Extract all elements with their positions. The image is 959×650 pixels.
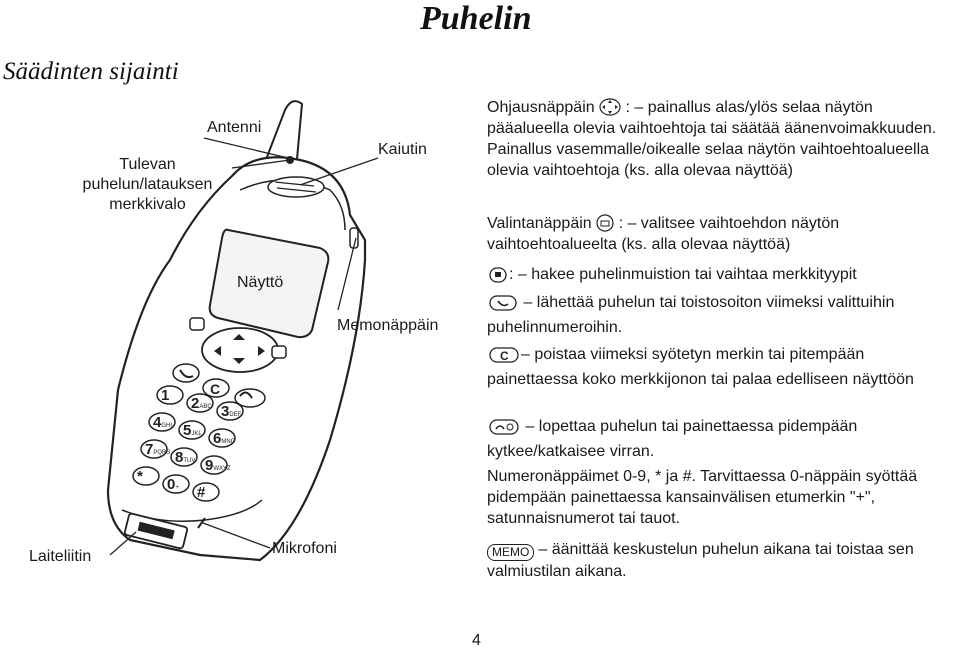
select-key-icon[interactable]	[272, 346, 286, 358]
keypad-key[interactable]	[157, 386, 183, 404]
keypad-key[interactable]	[171, 448, 197, 466]
svg-text:7PQRS: 7PQRS	[145, 441, 171, 458]
phonebook-key-icon[interactable]	[190, 318, 204, 330]
label-laiteliitin: Laiteliitin	[29, 548, 92, 565]
call-icon	[489, 295, 517, 317]
label-antenni: Antenni	[207, 119, 262, 136]
desc-valintanappain: Valintanäppäin : – valitsee vaihtoehdon näytön vaihtoehtoalueelta (ks. alla olevaa näyttöä)	[487, 215, 840, 253]
phonebook-icon	[489, 267, 507, 289]
desc-c-nappain: C – poistaa viimeksi syötetyn merkin tai pitempään painettaessa koko merkkijonon tai palaa edelliseen näyttöön	[487, 346, 914, 388]
label-kaiutin: Kaiutin	[378, 141, 427, 158]
desc-memo: MEMO – äänittää keskustelun puhelun aikana tai toistaa sen valmiustilan aikana.	[487, 541, 914, 580]
keypad-key[interactable]	[133, 467, 159, 485]
keypad-key[interactable]	[163, 475, 189, 493]
svg-text:8TUV: 8TUV	[175, 449, 196, 466]
section-title: Säädinten sijainti	[3, 58, 179, 85]
desc-soitto: – lähettää puhelun tai toistosoiton viimeksi valittuihin puhelinnumeroihin.	[487, 294, 895, 336]
label-tulevan: Tulevan puhelun/latauksen merkkivalo	[82, 156, 213, 213]
call-key-icon[interactable]	[173, 364, 199, 382]
svg-text:#: #	[197, 484, 206, 501]
desc-muisti: : – hakee puhelinmuistion tai vaihtaa merkkityypit	[487, 264, 957, 289]
navigation-key-icon[interactable]	[202, 328, 278, 372]
svg-text:0+: 0+	[167, 476, 179, 493]
page-title: Puhelin	[420, 0, 532, 37]
c-key[interactable]	[203, 379, 229, 397]
label-memonappain: Memonäppäin	[337, 317, 439, 334]
svg-text:9WXYZ: 9WXYZ	[205, 457, 231, 474]
svg-text:C: C	[210, 381, 221, 397]
end-call-icon	[489, 419, 519, 441]
select-inline-icon	[596, 215, 614, 232]
c-key-icon	[489, 347, 519, 369]
svg-text:3DEF: 3DEF	[221, 403, 242, 420]
label-naytto: Näyttö	[237, 274, 284, 291]
svg-text:1: 1	[161, 387, 170, 404]
svg-text:6MNO: 6MNO	[213, 430, 236, 447]
navigation-inline-icon	[599, 99, 621, 116]
keypad-key[interactable]	[187, 394, 213, 412]
memo-key-icon: MEMO	[487, 544, 534, 561]
svg-text:2ABC: 2ABC	[191, 395, 212, 412]
desc-ohjausnappain: Ohjausnäppäin : – painallus alas/ylös selaa näytön pääalueella olevia vaihtoehtoja tai säätää äänenvoimakkuuden. Painallus vasemmalle/oikealle selaa näytön vaihtoehtoalueella olevia vaihtoehtoja (ks. alla olevaa näyttöä)	[487, 99, 937, 179]
page-number: 4	[472, 632, 481, 649]
svg-text:4GHI: 4GHI	[153, 414, 173, 431]
svg-text:C: C	[500, 349, 509, 363]
svg-text:5JKL: 5JKL	[183, 422, 202, 439]
keypad-key[interactable]	[217, 402, 243, 420]
keypad-key[interactable]	[193, 483, 219, 501]
keypad-key[interactable]	[179, 421, 205, 439]
keypad-key[interactable]	[149, 413, 175, 431]
desc-lopetus: – lopettaa puhelun tai painettaessa pidempään kytkee/katkaisee virran.	[487, 418, 858, 460]
desc-numero: Numeronäppäimet 0-9, * ja #. Tarvittaessa 0-näppäin syöttää pidempään painettaessa kansainvälisen etumerkin "+", satunnaisnumerot tai tauot.	[487, 468, 918, 527]
label-mikrofoni: Mikrofoni	[272, 540, 337, 557]
keypad-key[interactable]	[209, 429, 236, 447]
svg-text:*: *	[137, 468, 143, 485]
